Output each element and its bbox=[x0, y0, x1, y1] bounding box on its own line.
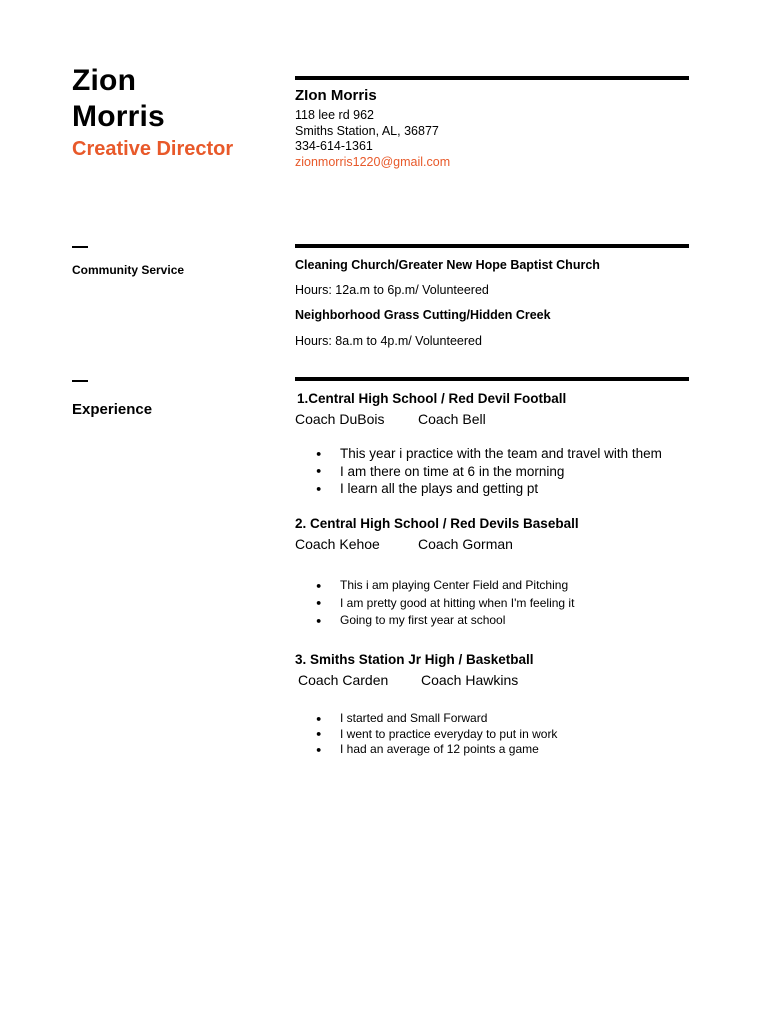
community-service-label: Community Service bbox=[72, 263, 185, 277]
experience-bullet-list bbox=[316, 577, 574, 630]
last-name: Morris bbox=[72, 100, 165, 133]
experience-bullet: ● I went to practice everyday to put in work bbox=[316, 727, 557, 743]
coach-name: Coach Gorman bbox=[418, 536, 513, 552]
experience-bullet: ● This year i practice with the team and travel with them bbox=[316, 445, 662, 463]
experience-entry-title: 2. Central High School / Red Devils Baseball bbox=[295, 516, 579, 531]
coach-name: Coach Kehoe bbox=[295, 536, 380, 552]
coach-name: Coach Hawkins bbox=[421, 672, 519, 688]
community-service-divider bbox=[295, 244, 689, 248]
coach-name: Coach Carden bbox=[298, 672, 389, 688]
experience-bullet: ● Going to my first year at school bbox=[316, 612, 574, 630]
service-entry-hours: Hours: 12a.m to 6p.m/ Volunteered bbox=[295, 283, 489, 297]
contact-email[interactable]: zionmorris1220@gmail.com bbox=[295, 155, 451, 169]
community-service-dash bbox=[72, 246, 88, 248]
experience-bullet: ● I am there on time at 6 in the morning bbox=[316, 463, 662, 481]
contact-divider bbox=[295, 76, 689, 80]
contact-phone: 334-614-1361 bbox=[295, 139, 373, 153]
experience-bullet: ● I started and Small Forward bbox=[316, 711, 557, 727]
experience-entry-title: 1.Central High School / Red Devil Football bbox=[297, 391, 567, 406]
coach-name: Coach DuBois bbox=[295, 411, 385, 427]
experience-bullet-list bbox=[316, 445, 662, 498]
experience-bullet: ● I had an average of 12 points a game bbox=[316, 742, 557, 758]
experience-bullet-list bbox=[316, 711, 557, 758]
contact-name: ZIon Morris bbox=[295, 87, 377, 104]
experience-label: Experience bbox=[72, 401, 153, 418]
experience-dash bbox=[72, 380, 88, 382]
experience-bullet: ● I learn all the plays and getting pt bbox=[316, 480, 662, 498]
first-name: Zion bbox=[72, 64, 137, 97]
service-entry-hours: Hours: 8a.m to 4p.m/ Volunteered bbox=[295, 334, 482, 348]
experience-entry-title: 3. Smiths Station Jr High / Basketball bbox=[295, 652, 534, 667]
contact-address-line1: 118 lee rd 962 bbox=[295, 108, 374, 122]
service-entry-title: Cleaning Church/Greater New Hope Baptist Church bbox=[295, 258, 600, 272]
experience-divider bbox=[295, 377, 689, 381]
service-entry-title: Neighborhood Grass Cutting/Hidden Creek bbox=[295, 308, 551, 322]
experience-bullet: ● I am pretty good at hitting when I'm feeling it bbox=[316, 595, 574, 613]
coach-name: Coach Bell bbox=[418, 411, 486, 427]
job-title: Creative Director bbox=[72, 138, 234, 160]
contact-address-line2: Smiths Station, AL, 36877 bbox=[295, 124, 439, 138]
experience-bullet: ● This i am playing Center Field and Pitching bbox=[316, 577, 574, 595]
